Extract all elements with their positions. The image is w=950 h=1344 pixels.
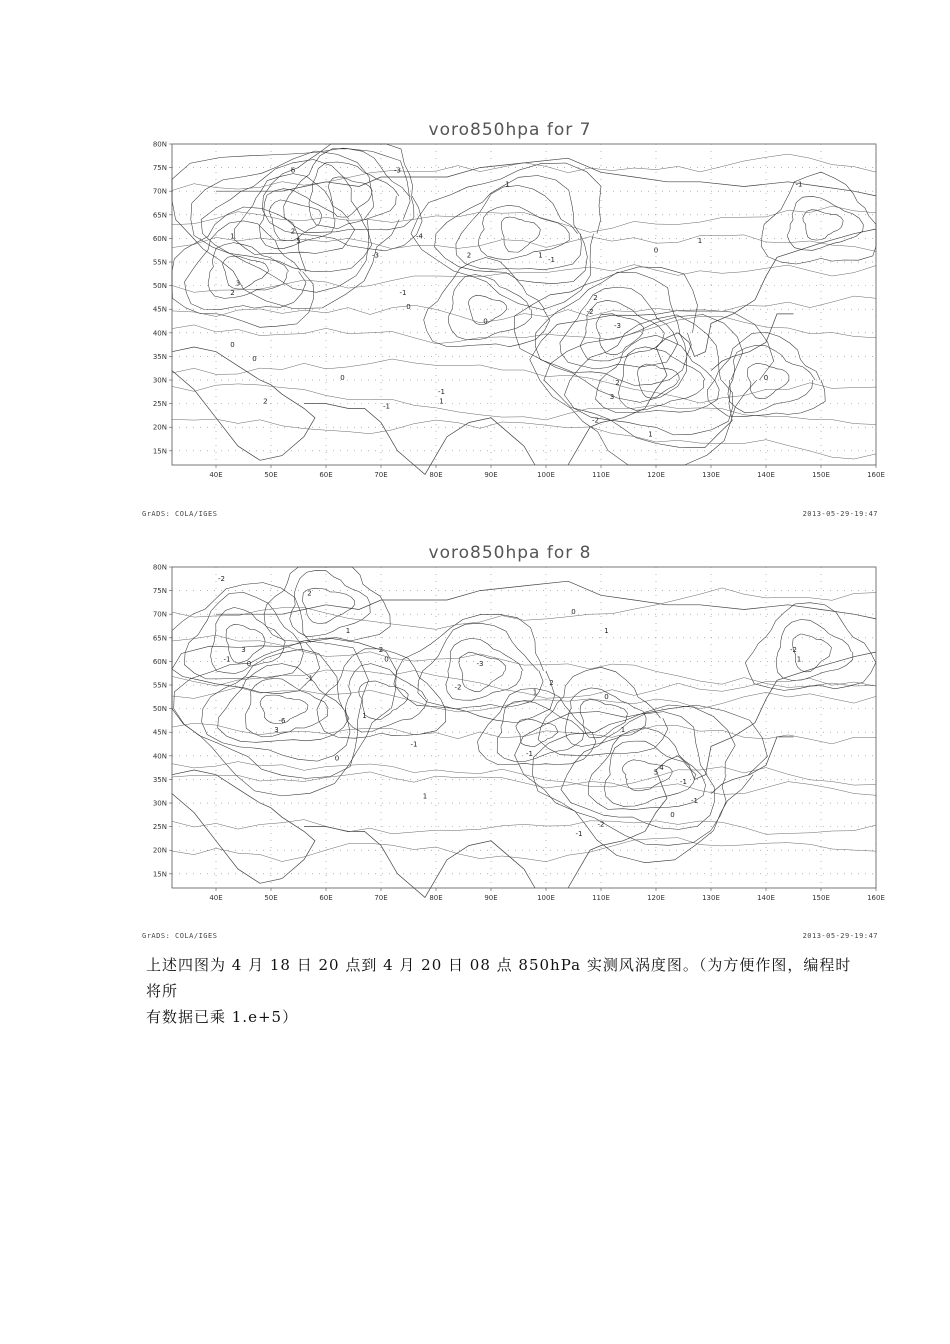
lat-tick-label: 55N [152,258,167,267]
lat-tick-label: 45N [152,728,167,737]
lon-tick-label: 70E [374,894,388,902]
contour-line [604,741,696,806]
contour-label: -2 [454,683,462,692]
contour-line [223,256,270,289]
lat-tick-label: 35N [152,775,167,784]
contour-label: -1 [306,674,313,683]
contour-line [172,154,876,190]
lat-tick-label: 15N [152,870,167,879]
lon-tick-label: 90E [484,894,498,902]
contour-label: 5 [653,768,659,777]
contour-label: 0 [763,374,769,383]
caption [146,952,866,1030]
contour-label: 3 [274,726,279,735]
contour-line [172,588,876,629]
contour-line [449,275,532,340]
contour-label: -1 [438,388,445,397]
lon-tick-label: 160E [867,471,885,479]
contour-line [501,217,540,252]
lon-tick-label: 60E [319,471,333,479]
lat-tick-label: 55N [152,681,167,690]
contour-label: 1 [796,655,802,664]
contour-label: 1 [505,180,510,189]
coastline [568,229,876,465]
lon-tick-label: 160E [867,894,885,902]
contour-label: -3 [614,322,621,331]
contour-label: 0 [483,317,488,326]
contour-line [317,649,446,738]
contour-line [234,174,354,255]
lat-tick-label: 25N [152,823,167,832]
contour-label: 1 [362,712,367,721]
contour-line [803,210,843,240]
lat-tick-label: 25N [152,400,167,409]
lat-tick-label: 40N [152,329,167,338]
contour-label: -6 [278,716,286,725]
contour-label: -1 [526,749,533,758]
contour-label: 0 [252,355,257,364]
contour-label: 1 [230,232,235,241]
contour-line [201,160,372,272]
contour-label: 2 [307,589,312,598]
contour-label: 1 [439,397,444,406]
contour-label: 0 [340,374,345,383]
coastline [216,581,876,619]
lat-tick-label: 20N [152,423,167,432]
lat-tick-label: 80N [152,140,167,149]
lon-tick-label: 40E [209,471,223,479]
contour-label: 4 [659,763,664,772]
grads-credit: GrADS: COLA/IGES [142,932,218,940]
contour-map [140,563,885,918]
contour-line [622,760,672,791]
contour-line [424,258,550,347]
lon-tick-label: 150E [812,894,830,902]
coastline [711,314,794,371]
contour-line [459,652,506,691]
figure-title: voro850hpa for 7 [428,120,592,140]
caption-line-2: 有数据已乘 1.e+5） [146,1008,299,1026]
lat-tick-label: 70N [152,610,167,619]
contour-line [748,363,790,398]
contour-label: -3 [394,166,401,175]
lat-tick-label: 50N [152,282,167,291]
contour-line [309,162,399,229]
contour-label: 6 [290,166,296,175]
lon-tick-label: 100E [537,894,555,902]
contour-label: 2 [549,679,554,688]
figure-title: voro850hpa for 8 [428,543,592,563]
contour-label: -1 [383,402,390,411]
contour-line [223,624,265,664]
contour-label: -1 [575,830,583,839]
contour-line [184,592,303,679]
coastline [216,158,876,196]
contour-label: -1 [410,740,418,749]
contour-map [140,140,885,495]
contour-label: 2 [290,227,296,236]
lat-tick-label: 40N [152,752,167,761]
lon-tick-label: 140E [757,471,775,479]
contour-line [172,416,876,459]
coastline [304,827,535,898]
contour-label: -1 [680,778,687,787]
lat-tick-label: 60N [152,657,167,666]
lat-tick-label: 15N [152,447,167,456]
lon-tick-label: 80E [429,471,443,479]
contour-label: 1 [532,688,538,697]
contour-label: 2 [466,251,472,260]
contour-label: 2 [263,397,268,406]
contour-label: 1 [422,792,428,801]
contour-label: -1 [399,289,407,298]
lon-tick-label: 60E [319,894,333,902]
contour-label: 0 [334,754,340,763]
lat-tick-label: 45N [152,305,167,314]
timestamp: 2013-05-29-19:47 [802,510,878,518]
contour-line [172,235,876,252]
contour-label: 2 [230,289,235,298]
contour-label: -1 [548,256,555,265]
lat-tick-label: 65N [152,211,167,220]
contour-line [172,206,876,232]
lon-tick-label: 120E [647,894,665,902]
contour-label: 1 [648,430,653,439]
contour-line [793,634,832,672]
lat-tick-label: 30N [152,799,167,808]
lat-tick-label: 75N [152,164,167,173]
lon-tick-label: 130E [702,894,720,902]
lon-tick-label: 150E [812,471,830,479]
contour-label: -3 [372,251,379,260]
contour-label: -2 [597,820,605,829]
contour-label: 1 [620,726,626,735]
contour-label: 1 [604,627,609,636]
lat-tick-label: 65N [152,634,167,643]
lon-tick-label: 50E [264,894,278,902]
contour-label: 0 [571,608,576,617]
lon-tick-label: 40E [209,894,223,902]
contour-label: 1 [538,251,543,260]
lon-tick-label: 110E [592,471,610,479]
lon-tick-label: 80E [429,894,443,902]
coastline [304,404,535,475]
contour-label: -1 [691,797,698,806]
contour-label: 0 [604,693,609,702]
contour-line [172,772,876,795]
lat-tick-label: 70N [152,187,167,196]
caption-line-1: 上述四图为 4 月 18 日 20 点到 4 月 20 日 08 点 850hPa 实测风涡度图。（为方便作图，编程时将所 [146,956,852,1000]
lat-tick-label: 80N [152,563,167,572]
contour-line [290,570,371,637]
contour-label: -1 [223,655,231,664]
contour-label: 5 [296,237,301,246]
contour-label: 2 [593,293,598,302]
lon-tick-label: 50E [264,471,278,479]
contour-label: -2 [790,645,797,654]
contour-line [588,728,705,810]
lon-tick-label: 120E [647,471,665,479]
contour-label: 3 [609,392,615,401]
contour-label: 0 [670,811,675,820]
lat-tick-label: 20N [152,846,167,855]
contour-label: 0 [653,246,659,255]
contour-line [776,620,852,681]
lon-tick-label: 90E [484,471,498,479]
lat-tick-label: 50N [152,705,167,714]
lon-tick-label: 70E [374,471,388,479]
contour-line [728,345,815,412]
contour-label: 1 [697,237,703,246]
lat-tick-label: 75N [152,587,167,596]
contour-label: -4 [416,232,423,241]
contour-label: -2 [218,575,225,584]
contour-line [516,719,558,746]
contour-label: -3 [476,660,484,669]
contour-line [479,205,570,259]
lon-tick-label: 100E [537,471,555,479]
contour-line [172,820,876,835]
grads-credit: GrADS: COLA/IGES [142,510,218,518]
lat-tick-label: 30N [152,376,167,385]
contour-label: 2 [615,378,620,387]
contour-label: -1 [795,180,803,189]
contour-label: 0 [230,340,235,349]
contour-line [497,701,584,762]
contour-label: 0 [406,303,411,312]
contour-label: 3 [235,279,241,288]
contour-label: 2 [378,645,384,654]
contour-line [172,838,876,862]
figure-1 [140,120,885,525]
contour-label: 0 [246,660,252,669]
lon-tick-label: 110E [592,894,610,902]
lon-tick-label: 140E [757,894,775,902]
figure-2 [140,543,885,948]
contour-label: 1 [345,627,351,636]
contour-label: -2 [592,416,599,425]
coastline [711,737,794,794]
contour-label: 3 [241,645,246,654]
contour-line [202,649,350,761]
lat-tick-label: 35N [152,352,167,361]
contour-label: -2 [586,307,594,316]
contour-line [245,678,328,737]
lon-tick-label: 130E [702,471,720,479]
contour-label: 0 [384,655,389,664]
lat-tick-label: 60N [152,234,167,243]
timestamp: 2013-05-29-19:47 [802,932,878,940]
